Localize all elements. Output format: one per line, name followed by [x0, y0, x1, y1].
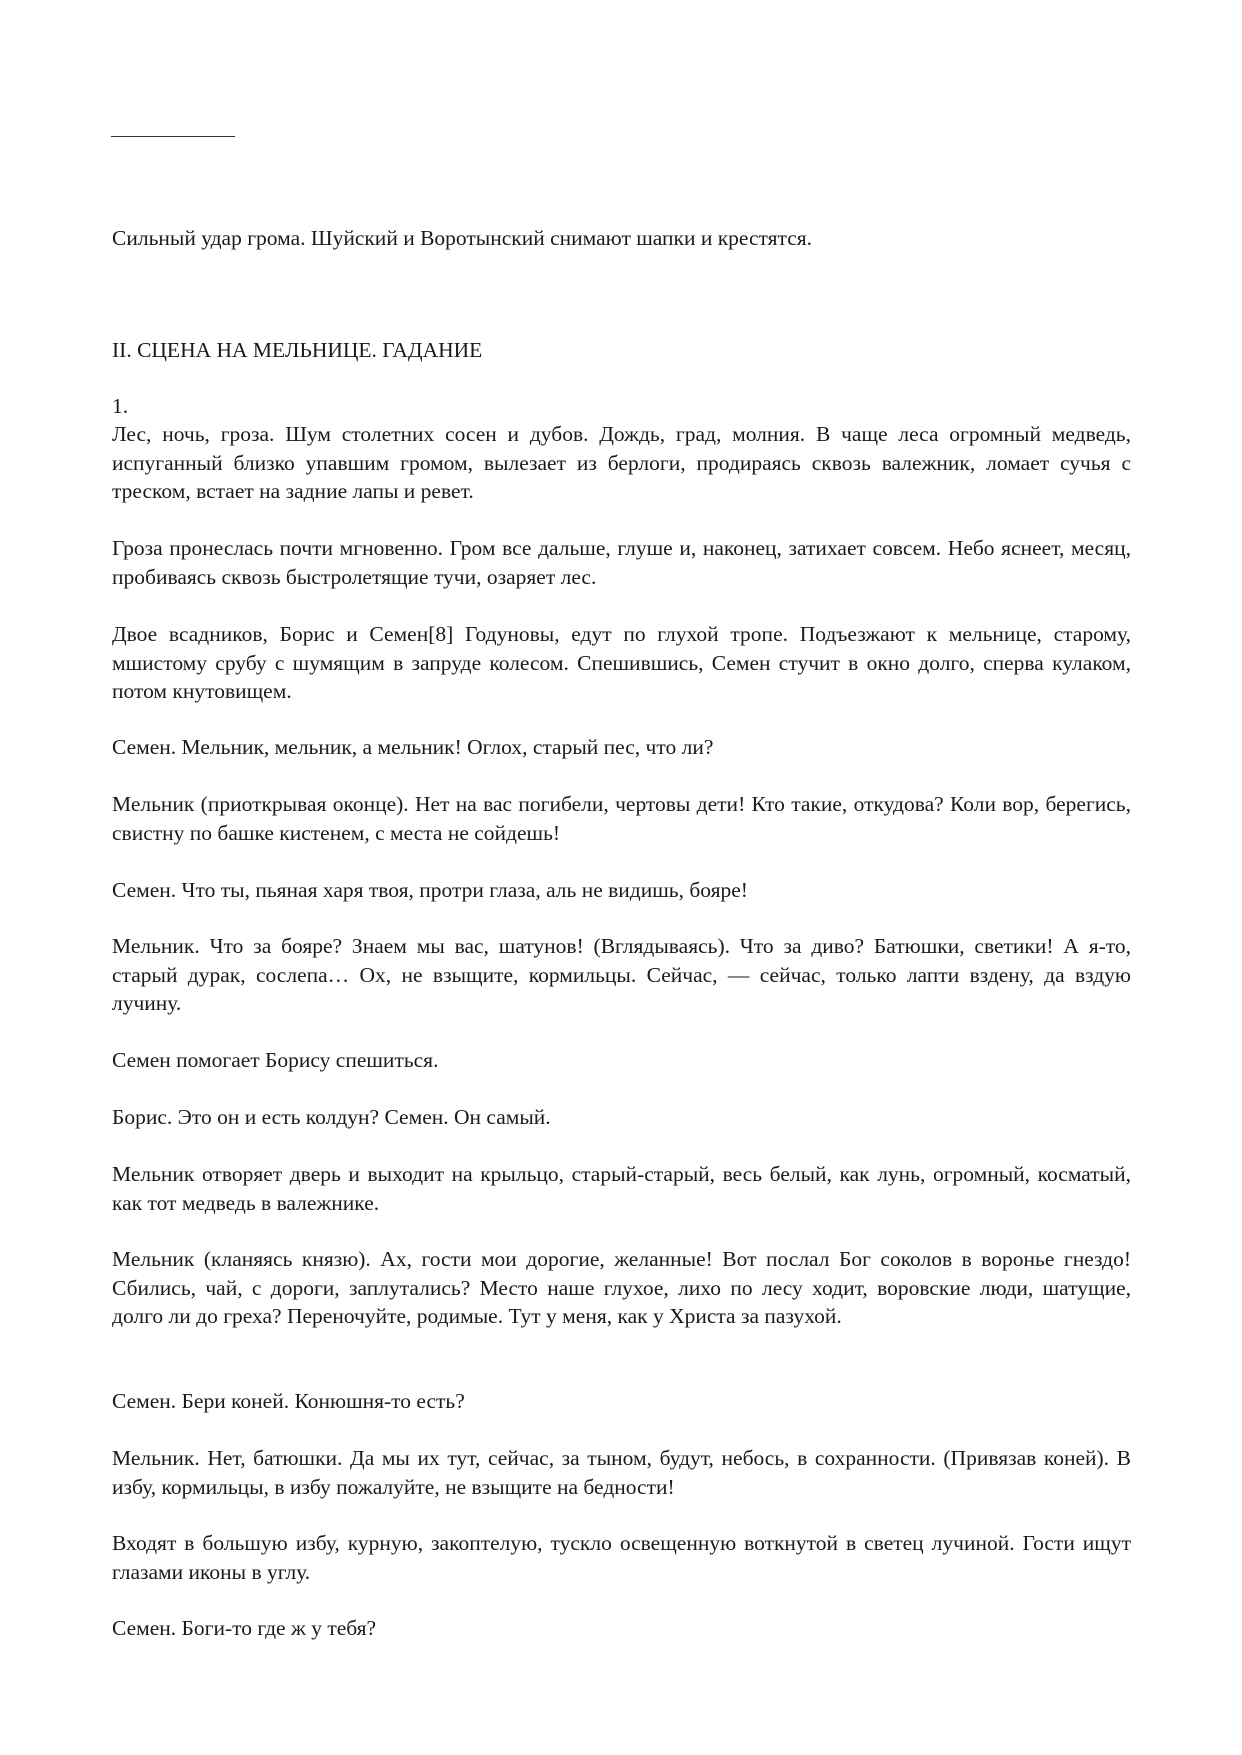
section-heading: II. СЦЕНА НА МЕЛЬНИЦЕ. ГАДАНИЕ: [112, 338, 483, 362]
paragraph-icons-question: Семен. Боги-то где ж у тебя?: [112, 1616, 377, 1640]
paragraph-forest-storm: Лес, ночь, гроза. Шум столетних сосен и дубов. Дождь, град, молния. В чаще леса огромный медведь, испуганный близко упавшим громом, вылезает из берлоги, продираясь сквозь валежник, ломает сучья с треском, встает на задние лапы и ревет.: [112, 422, 1131, 503]
footnote-separator-rule: [111, 136, 235, 137]
paragraph-miller-horses: Мельник. Нет, батюшки. Да мы их тут, сейчас, за тыном, будут, небось, в сохранности. (Привязав коней). В избу, кормильцы, в избу пожалуйте, не взыщите на бедности!: [112, 1446, 1131, 1499]
paragraph-semen-retort: Семен. Что ты, пьяная харя твоя, протри глаза, аль не видишь, бояре!: [112, 878, 748, 902]
paragraph-miller-recognizes: Мельник. Что за бояре? Знаем мы вас, шатунов! (Вглядываясь). Что за диво? Батюшки, светики! А я-то, старый дурак, сослепа… Ох, не взыщите, кормильцы. Сейчас, — сейчас, только лапти вздену, да вздую лучину.: [112, 934, 1131, 1015]
stage-direction: Сильный удар грома. Шуйский и Воротынский снимают шапки и крестятся.: [112, 226, 813, 250]
scene-number: 1.: [112, 394, 129, 418]
paragraph-storm-passes: Гроза пронеслась почти мгновенно. Гром все дальше, глуше и, наконец, затихает совсем. Небо яснеет, месяц, пробиваясь сквозь быстролетящие тучи, озаряет лес.: [112, 536, 1131, 589]
paragraph-enter-hut: Входят в большую избу, курную, закоптелую, тускло освещенную воткнутой в светец лучиной. Гости ищут глазами иконы в углу.: [112, 1531, 1131, 1584]
paragraph-two-riders: Двое всадников, Борис и Семен[8] Годуновы, едут по глухой тропе. Подъезжают к мельнице, старому, мшистому срубу с шумящим в запруде колесом. Спешившись, Семен стучит в окно долго, сперва кулаком, потом кнутовищем.: [112, 622, 1131, 703]
paragraph-horses: Семен. Бери коней. Конюшня-то есть?: [112, 1389, 465, 1413]
paragraph-miller-porch: Мельник отворяет дверь и выходит на крыльцо, старый-старый, весь белый, как лунь, огромный, косматый, как тот медведь в валежнике.: [112, 1162, 1131, 1215]
paragraph-dismount: Семен помогает Борису спешиться.: [112, 1048, 439, 1072]
paragraph-semen-calls: Семен. Мельник, мельник, а мельник! Оглох, старый пес, что ли?: [112, 735, 714, 759]
paragraph-sorcerer: Борис. Это он и есть колдун? Семен. Он самый.: [112, 1105, 551, 1129]
paragraph-miller-window: Мельник (приоткрывая оконце). Нет на вас погибели, чертовы дети! Кто такие, откудова? Коли вор, берегись, свистну по башке кистенем, с места не сойдешь!: [112, 792, 1131, 845]
paragraph-miller-welcome: Мельник (кланяясь князю). Ах, гости мои дорогие, желанные! Вот послал Бог соколов в воронье гнездо! Сбились, чай, с дороги, заплутались? Место наше глухое, лихо по лесу ходит, воровские люди, шатущие, долго ли до греха? Переночуйте, родимые. Тут у меня, как у Христа за пазухой.: [112, 1247, 1131, 1328]
